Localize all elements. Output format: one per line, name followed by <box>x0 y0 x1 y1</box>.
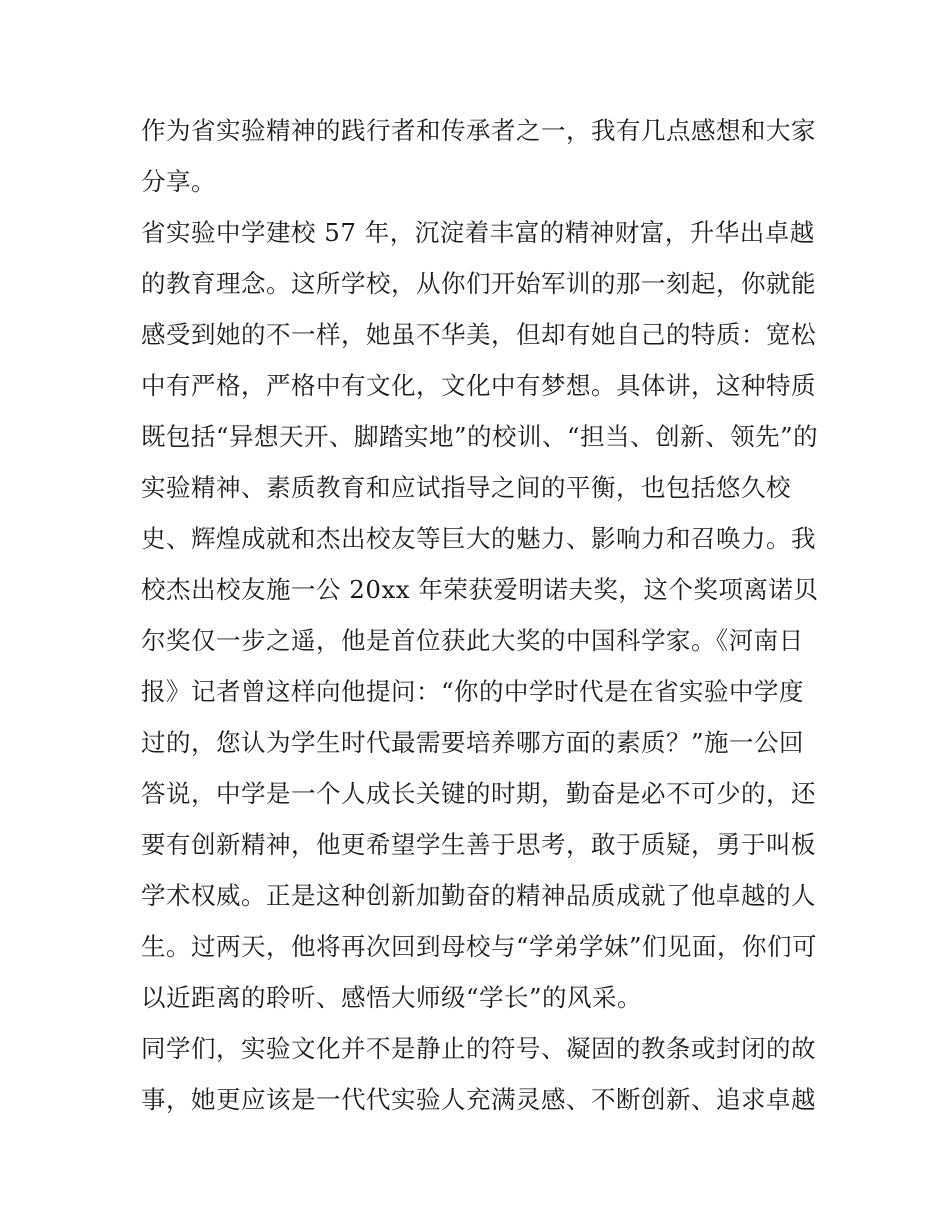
text-line: 以近距离的聆听、感悟大师级“学长”的风采。 <box>141 983 643 1012</box>
text-line: 答说，中学是一个人成长关键的时期，勤奋是必不可少的，还 <box>141 779 816 808</box>
text-line: 实验精神、素质教育和应试指导之间的平衡，也包括悠久校 <box>141 473 791 502</box>
text-line: 同学们，实验文化并不是静止的符号、凝固的教条或封闭的故 <box>141 1034 816 1063</box>
text-line: 尔奖仅一步之遥，他是首位获此大奖的中国科学家。《河南日 <box>141 626 804 655</box>
text-line: 史、辉煌成就和杰出校友等巨大的魅力、影响力和召唤力。我 <box>141 524 816 553</box>
text-line: 校杰出校友施一公 20xx 年荣获爱明诺夫奖，这个奖项离诺贝 <box>141 575 819 604</box>
text-line: 事，她更应该是一代代实验人充满灵感、不断创新、追求卓越 <box>141 1085 816 1114</box>
text-line: 学术权威。正是这种创新加勤奋的精神品质成就了他卓越的人 <box>141 881 816 910</box>
text-line: 分享。 <box>141 167 216 196</box>
text-line: 感受到她的不一样，她虽不华美，但却有她自己的特质：宽松 <box>141 320 816 349</box>
text-line: 作为省实验精神的践行者和传承者之一，我有几点感想和大家 <box>141 116 816 145</box>
body-text <box>141 105 819 1125</box>
text-line: 省实验中学建校 57 年，沉淀着丰富的精神财富，升华出卓越 <box>141 218 815 247</box>
text-line: 过的，您认为学生时代最需要培养哪方面的素质？”施一公回 <box>141 728 805 757</box>
text-line: 要有创新精神，他更希望学生善于思考，敢于质疑，勇于叫板 <box>141 830 816 859</box>
text-line: 既包括“异想天开、脚踏实地”的校训、“担当、创新、领先”的 <box>141 422 819 451</box>
text-line: 报》记者曾这样向他提问：“你的中学时代是在省实验中学度 <box>141 677 805 706</box>
text-line: 生。过两天，他将再次回到母校与“学弟学妹”们见面，你们可 <box>141 932 818 961</box>
text-line: 中有严格，严格中有文化，文化中有梦想。具体讲，这种特质 <box>141 371 816 400</box>
text-line: 的教育理念。这所学校，从你们开始军训的那一刻起，你就能 <box>141 269 816 298</box>
